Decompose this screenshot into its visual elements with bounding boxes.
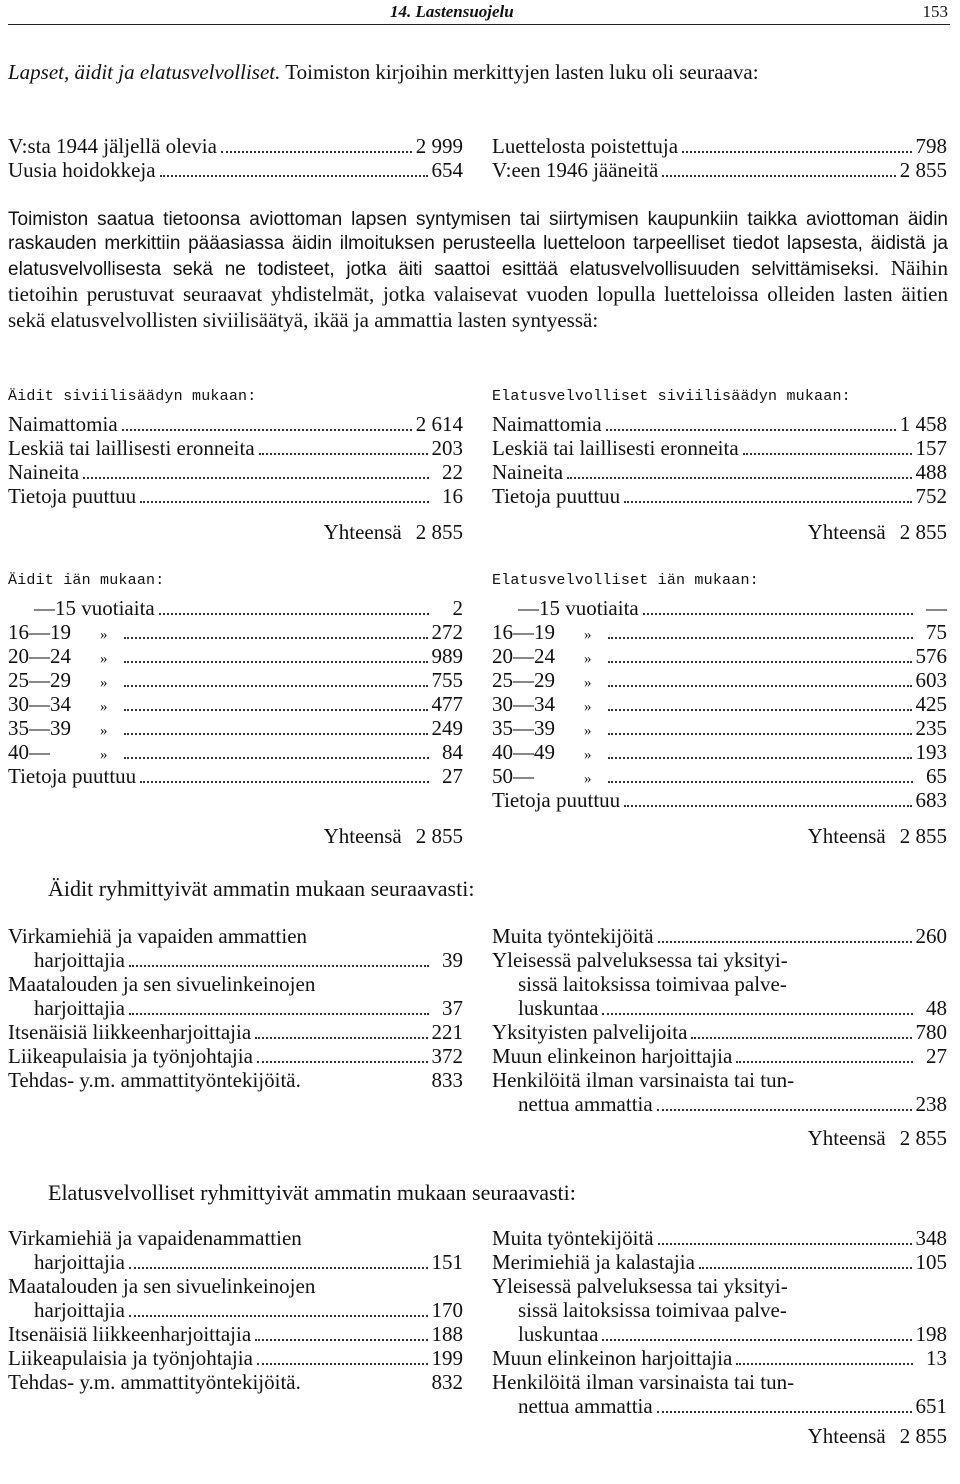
dot-leader xyxy=(159,613,429,615)
dot-leader xyxy=(602,1339,911,1341)
row-value: 235 xyxy=(915,716,947,740)
row-label: Merimiehiä ja kalastajia xyxy=(492,1250,695,1274)
row-label: Tietoja puuttuu xyxy=(8,484,137,508)
table-row xyxy=(8,1020,463,1044)
intro-italic: Lapset, äidit ja elatusvelvolliset. xyxy=(8,60,281,84)
dot-leader xyxy=(255,1037,427,1039)
table-row xyxy=(8,996,463,1020)
dot-leader xyxy=(682,151,911,153)
row-label: nettua ammattia xyxy=(518,1394,653,1418)
body-paragraph xyxy=(8,208,948,334)
row-value: 780 xyxy=(915,1020,947,1044)
row-value: 2 614 xyxy=(415,412,463,436)
row-value: 27 xyxy=(926,1044,947,1068)
row-label: Tietoja puuttuu xyxy=(8,764,137,788)
table-row xyxy=(492,1394,947,1418)
age-range: 35—39 xyxy=(8,716,71,740)
intro-paragraph xyxy=(8,60,948,84)
row-label xyxy=(492,764,604,789)
row-value: 198 xyxy=(915,1322,947,1346)
total-row xyxy=(8,520,463,544)
dot-leader xyxy=(124,637,428,639)
row-label: Uusia hoidokkeja xyxy=(8,158,156,182)
row-label: —15 vuotiaita xyxy=(518,596,639,620)
ditto-mark: » xyxy=(100,675,108,691)
age-range: 50— xyxy=(492,764,534,788)
row-label: Naineita xyxy=(492,460,564,484)
age-range: 20—24 xyxy=(492,644,555,668)
table-row xyxy=(8,158,463,182)
total-row xyxy=(492,1424,947,1448)
mothers-occupation-left xyxy=(8,924,463,1092)
total-label: Yhteensä xyxy=(323,824,402,848)
dot-leader xyxy=(608,709,912,711)
table-row xyxy=(492,972,947,996)
row-value: 221 xyxy=(431,1020,463,1044)
table-row xyxy=(8,460,463,484)
row-label xyxy=(8,692,120,717)
mothers-occupation-right xyxy=(492,924,947,1150)
row-label: V:sta 1944 jäljellä olevia xyxy=(8,134,217,158)
row-value: 2 xyxy=(452,596,463,620)
ditto-mark: » xyxy=(584,651,592,667)
obligors-occupation-left xyxy=(8,1226,463,1394)
table-row xyxy=(492,1274,947,1298)
ditto-mark: » xyxy=(584,747,592,763)
row-label: nettua ammattia xyxy=(518,1092,653,1116)
summary-left xyxy=(8,134,463,182)
table-row xyxy=(8,1250,463,1274)
age-range: 40— xyxy=(8,740,50,764)
ditto-mark: » xyxy=(100,723,108,739)
row-label: Liikeapulaisia ja työnjohtajia xyxy=(8,1044,253,1068)
row-value: 203 xyxy=(431,436,463,460)
table-row xyxy=(492,460,947,484)
total-spacer xyxy=(8,788,463,824)
total-value: 2 855 xyxy=(899,1424,947,1448)
row-value: 157 xyxy=(915,436,947,460)
age-range: 35—39 xyxy=(492,716,555,740)
dot-leader xyxy=(624,501,911,503)
row-label: Henkilöitä ilman varsinaista tai tun- xyxy=(492,1370,795,1394)
obligors-age-table xyxy=(492,596,947,848)
row-value: 755 xyxy=(431,668,463,692)
row-value: 2 999 xyxy=(415,134,463,158)
dot-leader xyxy=(658,941,912,943)
row-value: 989 xyxy=(431,644,463,668)
table-row xyxy=(492,1322,947,1346)
mothers-age-heading: Äidit iän mukaan: xyxy=(8,572,165,589)
total-label: Yhteensä xyxy=(807,824,886,848)
row-value: 249 xyxy=(431,716,463,740)
row-value: 188 xyxy=(431,1322,463,1346)
row-label xyxy=(492,740,604,765)
dot-leader xyxy=(657,1109,912,1111)
row-value: 576 xyxy=(915,644,947,668)
dot-leader xyxy=(255,1339,427,1341)
dot-leader xyxy=(257,1363,428,1365)
age-range: 20—24 xyxy=(8,644,71,668)
dot-leader xyxy=(691,1037,911,1039)
row-value: 151 xyxy=(431,1250,463,1274)
table-row xyxy=(8,668,463,692)
row-label: sissä laitoksissa toimivaa palve- xyxy=(518,972,787,996)
running-title: 14. Lastensuojelu xyxy=(390,2,514,21)
mothers-age-table xyxy=(8,596,463,848)
dot-leader xyxy=(643,613,913,615)
table-row xyxy=(492,436,947,460)
row-value: 39 xyxy=(442,948,463,972)
row-value: 105 xyxy=(915,1250,947,1274)
table-row xyxy=(8,716,463,740)
row-label: luskuntaa xyxy=(518,1322,599,1346)
total-value: 2 855 xyxy=(415,824,463,848)
row-value: 37 xyxy=(442,996,463,1020)
ditto-mark: » xyxy=(584,627,592,643)
table-row xyxy=(8,620,463,644)
table-row xyxy=(492,692,947,716)
row-label: Naimattomia xyxy=(492,412,602,436)
table-row xyxy=(492,1044,947,1068)
row-value: 13 xyxy=(926,1346,947,1370)
dot-leader xyxy=(608,637,913,639)
row-value: 798 xyxy=(915,134,947,158)
row-value: 84 xyxy=(442,740,463,764)
dot-leader xyxy=(567,477,911,479)
row-label: Henkilöitä ilman varsinaista tai tun- xyxy=(492,1068,795,1092)
table-row xyxy=(8,644,463,668)
row-label: Itsenäisiä liikkeenharjoittajia xyxy=(8,1020,252,1044)
row-value: 75 xyxy=(926,620,947,644)
total-value: 2 855 xyxy=(415,520,463,544)
row-value: 603 xyxy=(915,668,947,692)
row-label xyxy=(8,668,120,693)
obligors-occupation-heading: Elatusvelvolliset ryhmittyivät ammatin mukaan seuraavasti: xyxy=(48,1180,576,1205)
dot-leader xyxy=(624,805,911,807)
row-label xyxy=(8,620,120,645)
table-row xyxy=(492,788,947,812)
page-header xyxy=(0,0,960,34)
body-paragraph-part2: Näihin tietoihin perustuvat seuraavat yhdistelmät, jotka valaisevat vuoden lopulla luetteloissa olleiden lasten äitien sekä elatusvelvollisten siviilisäätyä, ikää ja ammattia lasten syntyessä: xyxy=(8,256,949,332)
row-label: harjoittajia xyxy=(34,1250,125,1274)
row-label: Muun elinkeinon harjoittajia xyxy=(492,1044,733,1068)
table-row xyxy=(492,716,947,740)
total-label: Yhteensä xyxy=(807,1424,886,1448)
row-value: 683 xyxy=(915,788,947,812)
table-row xyxy=(8,1044,463,1068)
row-value: 752 xyxy=(915,484,947,508)
table-row xyxy=(492,740,947,764)
row-value: 833 xyxy=(431,1068,463,1092)
table-row xyxy=(8,764,463,788)
table-row xyxy=(492,1370,947,1394)
age-range: 25—29 xyxy=(8,668,71,692)
total-spacer xyxy=(8,508,463,520)
table-row xyxy=(492,644,947,668)
row-label: V:een 1946 jääneitä xyxy=(492,158,659,182)
obligors-civil-table xyxy=(492,412,947,544)
row-value: — xyxy=(926,596,947,620)
table-row xyxy=(492,1068,947,1092)
dot-leader xyxy=(129,1267,428,1269)
row-value: 2 855 xyxy=(899,158,947,182)
dot-leader xyxy=(83,477,429,479)
total-spacer xyxy=(492,1116,947,1126)
row-value: 48 xyxy=(926,996,947,1020)
age-range: 30—34 xyxy=(8,692,71,716)
table-row xyxy=(492,134,947,158)
ditto-mark: » xyxy=(584,723,592,739)
row-label: Tehdas- y.m. ammattityöntekijöitä. xyxy=(8,1370,301,1394)
total-value: 2 855 xyxy=(899,824,947,848)
row-value: 260 xyxy=(915,924,947,948)
row-value: 272 xyxy=(431,620,463,644)
row-value: 1 458 xyxy=(899,412,947,436)
row-label: Luettelosta poistettuja xyxy=(492,134,679,158)
dot-leader xyxy=(129,965,429,967)
total-row xyxy=(492,824,947,848)
row-label: Itsenäisiä liikkeenharjoittajia xyxy=(8,1322,252,1346)
dot-leader xyxy=(259,453,428,455)
table-row xyxy=(492,764,947,788)
row-value: 199 xyxy=(431,1346,463,1370)
age-range: 16—19 xyxy=(8,620,71,644)
row-label: sissä laitoksissa toimivaa palve- xyxy=(518,1298,787,1322)
age-range: 30—34 xyxy=(492,692,555,716)
row-label: Muita työntekijöitä xyxy=(492,924,654,948)
table-row xyxy=(492,1250,947,1274)
row-label: Muita työntekijöitä xyxy=(492,1226,654,1250)
dot-leader xyxy=(129,1013,429,1015)
row-value: 238 xyxy=(915,1092,947,1116)
row-value: 65 xyxy=(926,764,947,788)
row-value: 477 xyxy=(431,692,463,716)
row-label: Tietoja puuttuu xyxy=(492,484,621,508)
dot-leader xyxy=(124,757,429,759)
dot-leader xyxy=(736,1061,913,1063)
ditto-mark: » xyxy=(100,747,108,763)
dot-leader xyxy=(606,429,896,431)
row-label: Yleisessä palveluksessa tai yksityi- xyxy=(492,948,788,972)
row-label: Tehdas- y.m. ammattityöntekijöitä. xyxy=(8,1068,301,1092)
row-label xyxy=(492,716,604,741)
total-value: 2 855 xyxy=(899,520,947,544)
row-value: 16 xyxy=(442,484,463,508)
row-label: Tietoja puuttuu xyxy=(492,788,621,812)
row-value: 170 xyxy=(431,1298,463,1322)
dot-leader xyxy=(124,661,428,663)
dot-leader xyxy=(662,175,895,177)
row-label: —15 vuotiaita xyxy=(34,596,155,620)
row-label xyxy=(8,740,120,765)
row-label: Muun elinkeinon harjoittajia xyxy=(492,1346,733,1370)
row-value: 654 xyxy=(431,158,463,182)
total-row xyxy=(8,824,463,848)
row-label: luskuntaa xyxy=(518,996,599,1020)
ditto-mark: » xyxy=(100,627,108,643)
table-row xyxy=(8,134,463,158)
total-spacer xyxy=(492,508,947,520)
table-row xyxy=(8,1298,463,1322)
row-label: Virkamiehiä ja vapaidenammattien xyxy=(8,1226,302,1250)
age-range: 40—49 xyxy=(492,740,555,764)
table-row xyxy=(492,668,947,692)
age-range: 16—19 xyxy=(492,620,555,644)
table-row xyxy=(8,972,463,996)
row-label: Maatalouden ja sen sivuelinkeinojen xyxy=(8,972,316,996)
dot-leader xyxy=(140,501,429,503)
total-row xyxy=(492,1126,947,1150)
table-row xyxy=(8,484,463,508)
row-value: 651 xyxy=(915,1394,947,1418)
dot-leader xyxy=(699,1267,912,1269)
intro-text: Toimiston kirjoihin merkittyjen lasten luku oli seuraava: xyxy=(280,60,759,84)
ditto-mark: » xyxy=(100,651,108,667)
row-value: 27 xyxy=(442,764,463,788)
row-value: 488 xyxy=(915,460,947,484)
dot-leader xyxy=(608,757,912,759)
table-row xyxy=(8,436,463,460)
row-value: 22 xyxy=(442,460,463,484)
dot-leader xyxy=(608,733,912,735)
row-label xyxy=(492,620,604,645)
dot-leader xyxy=(221,151,412,153)
table-row xyxy=(492,924,947,948)
row-label xyxy=(8,716,120,741)
dot-leader xyxy=(608,661,912,663)
total-spacer xyxy=(492,812,947,824)
dot-leader xyxy=(657,1411,912,1413)
row-label: Liikeapulaisia ja työnjohtajia xyxy=(8,1346,253,1370)
dot-leader xyxy=(124,733,428,735)
row-label: harjoittajia xyxy=(34,948,125,972)
table-row xyxy=(492,1346,947,1370)
row-label: Virkamiehiä ja vapaiden ammattien xyxy=(8,924,308,948)
table-row xyxy=(492,1020,947,1044)
table-row xyxy=(492,596,947,620)
row-label: Naimattomia xyxy=(8,412,118,436)
row-label: harjoittajia xyxy=(34,996,125,1020)
dot-leader xyxy=(602,1013,913,1015)
table-row xyxy=(8,692,463,716)
table-row xyxy=(8,948,463,972)
dot-leader xyxy=(122,429,412,431)
table-row xyxy=(492,1092,947,1116)
dot-leader xyxy=(124,709,428,711)
mothers-civil-heading: Äidit siviilisäädyn mukaan: xyxy=(8,388,257,405)
table-row xyxy=(492,620,947,644)
table-row xyxy=(8,596,463,620)
table-row xyxy=(8,740,463,764)
total-row xyxy=(492,520,947,544)
ditto-mark: » xyxy=(100,699,108,715)
mothers-civil-table xyxy=(8,412,463,544)
table-row xyxy=(8,1274,463,1298)
dot-leader xyxy=(140,781,429,783)
row-label: Yksityisten palvelijoita xyxy=(492,1020,688,1044)
row-label: harjoittajia xyxy=(34,1298,125,1322)
table-row xyxy=(492,1298,947,1322)
page-number: 153 xyxy=(922,2,948,21)
row-value: 832 xyxy=(431,1370,463,1394)
row-label: Leskiä tai laillisesti eronneita xyxy=(8,436,255,460)
table-row xyxy=(8,924,463,948)
table-row xyxy=(492,996,947,1020)
total-label: Yhteensä xyxy=(807,520,886,544)
table-row xyxy=(492,484,947,508)
summary-right xyxy=(492,134,947,182)
row-label xyxy=(492,692,604,717)
obligors-age-heading: Elatusvelvolliset iän mukaan: xyxy=(492,572,759,589)
dot-leader xyxy=(736,1363,913,1365)
table-row xyxy=(8,412,463,436)
row-label xyxy=(8,644,120,669)
dot-leader xyxy=(124,685,428,687)
ditto-mark: » xyxy=(584,699,592,715)
table-row xyxy=(8,1370,463,1394)
ditto-mark: » xyxy=(584,675,592,691)
table-row xyxy=(492,412,947,436)
row-label: Leskiä tai laillisesti eronneita xyxy=(492,436,739,460)
row-label: Maatalouden ja sen sivuelinkeinojen xyxy=(8,1274,316,1298)
table-row xyxy=(492,948,947,972)
row-value: 372 xyxy=(431,1044,463,1068)
row-value: 425 xyxy=(915,692,947,716)
obligors-occupation-right xyxy=(492,1226,947,1448)
row-value: 348 xyxy=(915,1226,947,1250)
dot-leader xyxy=(257,1061,428,1063)
dot-leader xyxy=(160,175,428,177)
dot-leader xyxy=(743,453,912,455)
ditto-mark: » xyxy=(584,771,592,787)
mothers-occupation-heading: Äidit ryhmittyivät ammatin mukaan seuraavasti: xyxy=(48,876,475,901)
dot-leader xyxy=(129,1315,428,1317)
table-row xyxy=(492,158,947,182)
table-row xyxy=(8,1346,463,1370)
obligors-civil-heading: Elatusvelvolliset siviilisäädyn mukaan: xyxy=(492,388,851,405)
dot-leader xyxy=(608,685,912,687)
body-paragraph-part1: Toimiston saatua tietoonsa aviottoman lapsen syntymisen tai siirtymisen kaupunkiin taikka aviottoman äidin raskauden merkittiin pääasiassa äidin ilmoituksen perusteella luetteloon tarpeelliset tiedot lapsesta, äidistä ja elatusvelvollisesta sekä ne todisteet, jotka äiti saattoi esittää elatusvelvollisuuden selvittämiseksi. xyxy=(8,209,948,280)
row-label xyxy=(492,644,604,669)
age-range: 25—29 xyxy=(492,668,555,692)
row-label: Naineita xyxy=(8,460,80,484)
total-value: 2 855 xyxy=(899,1126,947,1150)
row-value: 193 xyxy=(915,740,947,764)
table-row xyxy=(8,1068,463,1092)
dot-leader xyxy=(658,1243,912,1245)
row-label xyxy=(492,668,604,693)
header-rule xyxy=(8,24,950,25)
table-row xyxy=(8,1322,463,1346)
table-row xyxy=(8,1226,463,1250)
total-label: Yhteensä xyxy=(807,1126,886,1150)
dot-leader xyxy=(608,781,913,783)
table-row xyxy=(492,1226,947,1250)
row-label: Yleisessä palveluksessa tai yksityi- xyxy=(492,1274,788,1298)
total-label: Yhteensä xyxy=(323,520,402,544)
